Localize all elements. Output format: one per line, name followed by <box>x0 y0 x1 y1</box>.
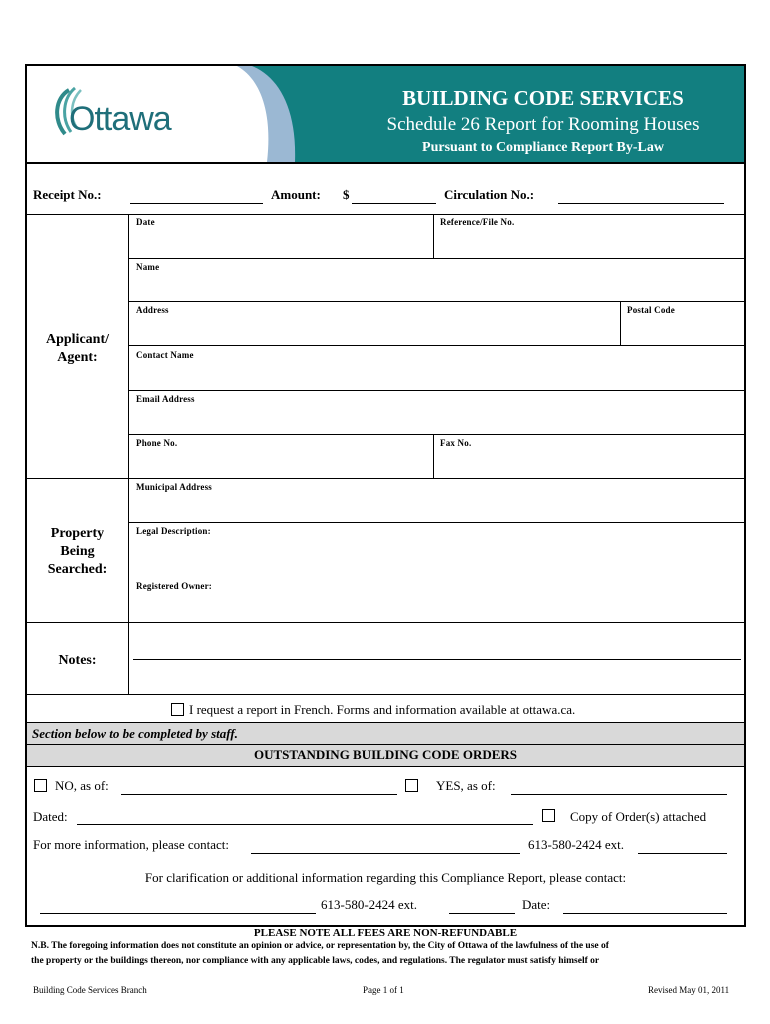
date-field-staff[interactable] <box>563 913 727 914</box>
dated-field[interactable] <box>77 824 533 825</box>
logo-text: Ottawa <box>69 100 171 138</box>
nb-line-1: N.B. The foregoing information does not constitute an opinion or advice, or representation by, the City of Ottawa of the lawfulness of the use of <box>31 941 609 951</box>
divider <box>26 694 745 695</box>
municipal-address-field[interactable]: Municipal Address <box>136 482 213 492</box>
circulation-field[interactable] <box>558 203 724 204</box>
phone-ext-label-2: 613-580-2424 ext. <box>321 897 418 912</box>
postal-code-field[interactable]: Postal Code <box>627 305 675 315</box>
divider <box>26 214 745 215</box>
phone-field[interactable]: Phone No. <box>136 438 178 448</box>
amount-field[interactable] <box>352 203 436 204</box>
phone-ext-field-2[interactable] <box>449 913 515 914</box>
amount-label: Amount: <box>271 187 321 202</box>
pursuant-text: Pursuant to Compliance Report By-Law <box>422 140 664 155</box>
phone-ext-field[interactable] <box>638 853 727 854</box>
reference-field[interactable]: Reference/File No. <box>440 217 515 227</box>
name-field[interactable]: Name <box>136 262 160 272</box>
fax-field[interactable]: Fax No. <box>440 438 472 448</box>
french-report-checkbox[interactable] <box>171 703 184 716</box>
registered-owner-field[interactable]: Registered Owner: <box>136 581 212 591</box>
no-as-of-label: NO, as of: <box>55 778 109 793</box>
no-orders-checkbox[interactable] <box>34 779 47 792</box>
divider <box>620 301 621 345</box>
yes-orders-checkbox[interactable] <box>405 779 418 792</box>
french-report-text: I request a report in French. Forms and information available at ottawa.ca. <box>189 702 576 717</box>
divider <box>433 214 434 258</box>
receipt-label: Receipt No.: <box>33 187 102 202</box>
address-field[interactable]: Address <box>136 305 169 315</box>
form-frame <box>25 64 746 927</box>
notes-field[interactable] <box>133 659 741 660</box>
divider <box>128 258 745 259</box>
yes-as-of-label: YES, as of: <box>436 778 496 793</box>
circulation-label: Circulation No.: <box>444 187 535 202</box>
staff-banner-text: Section below to be completed by staff. <box>32 726 238 741</box>
dated-label: Dated: <box>33 809 68 824</box>
divider <box>26 766 745 767</box>
clarification-contact-field[interactable] <box>40 913 316 914</box>
contact-name-field[interactable]: Contact Name <box>136 350 194 360</box>
legal-description-field[interactable]: Legal Description: <box>136 526 211 536</box>
divider <box>128 345 745 346</box>
notes-label: Notes: <box>58 653 97 668</box>
divider <box>128 390 745 391</box>
divider <box>26 162 745 164</box>
divider <box>26 744 745 745</box>
orders-heading: OUTSTANDING BUILDING CODE ORDERS <box>253 747 518 762</box>
info-contact-label: For more information, please contact: <box>33 837 230 852</box>
yes-as-of-field[interactable] <box>511 794 727 795</box>
nb-line-2: the property or the buildings thereon, nor compliance with any applicable laws, codes, and regulations. The regulator must satisfy himself or <box>31 956 600 966</box>
date-label: Date: <box>522 897 551 912</box>
receipt-field[interactable] <box>130 203 263 204</box>
dollar-sign: $ <box>343 187 350 202</box>
divider <box>128 301 745 302</box>
footer-revised: Revised May 01, 2011 <box>648 985 730 995</box>
copy-attached-label: Copy of Order(s) attached <box>570 809 707 824</box>
phone-ext-label: 613-580-2424 ext. <box>528 837 625 852</box>
fees-notice: PLEASE NOTE ALL FEES ARE NON-REFUNDABLE <box>253 927 518 939</box>
clarification-text: For clarification or additional information regarding this Compliance Report, please contact: <box>144 870 627 885</box>
footer-branch: Building Code Services Branch <box>33 985 147 995</box>
info-contact-field[interactable] <box>251 853 520 854</box>
no-as-of-field[interactable] <box>121 794 397 795</box>
footer-page: Page 1 of 1 <box>363 985 404 995</box>
applicant-section-label: Applicant/ Agent: <box>45 332 109 365</box>
page-subtitle: Schedule 26 Report for Rooming Houses <box>386 114 700 135</box>
property-section-label: Property Being Searched: <box>47 526 108 577</box>
divider <box>128 522 745 523</box>
page-title: BUILDING CODE SERVICES <box>402 86 684 110</box>
email-field[interactable]: Email Address <box>136 394 195 404</box>
date-field[interactable]: Date <box>136 217 155 227</box>
divider <box>128 434 745 435</box>
copy-attached-checkbox[interactable] <box>542 809 555 822</box>
divider <box>26 478 745 479</box>
divider <box>26 622 745 623</box>
divider <box>433 434 434 478</box>
